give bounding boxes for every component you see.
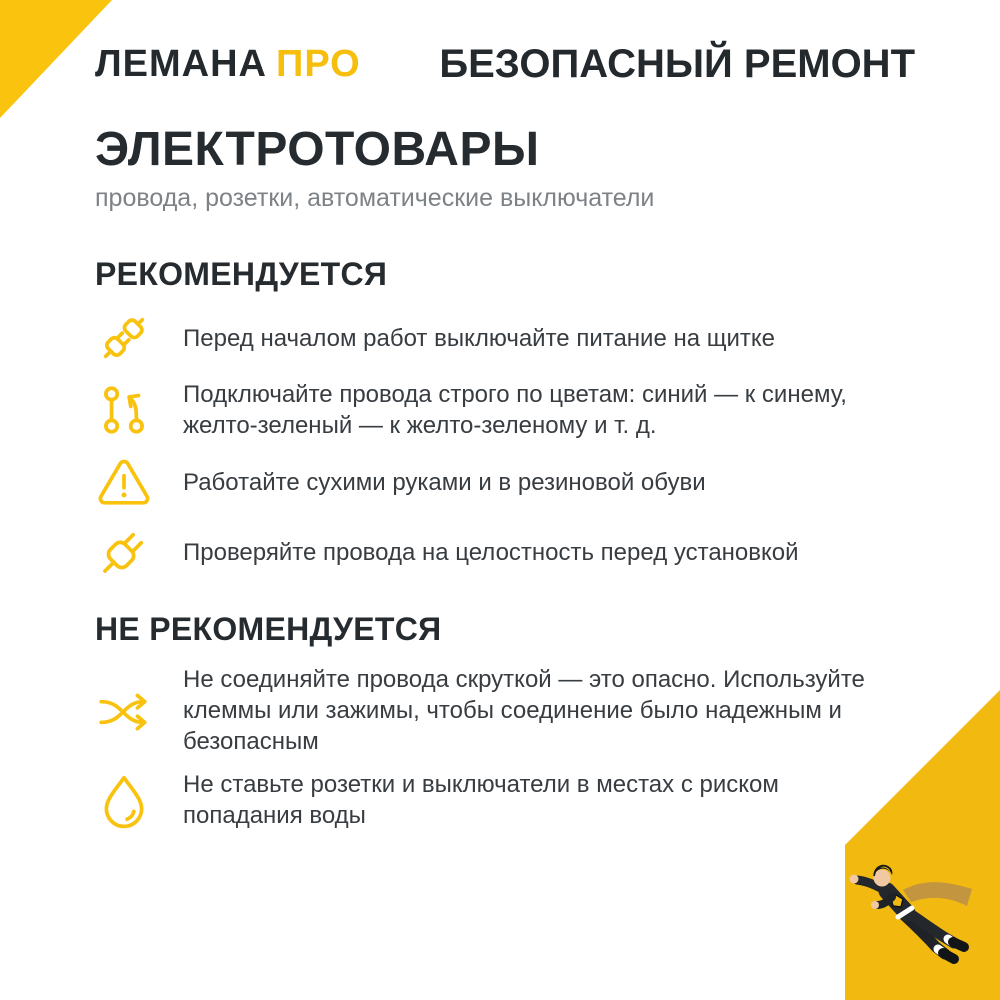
not-recommended-items xyxy=(95,664,915,831)
program-title: БЕЗОПАСНЫЙ РЕМОНТ xyxy=(439,41,915,86)
poster-content xyxy=(95,0,915,831)
page-title: ЭЛЕКТРОТОВАРЫ xyxy=(95,123,540,176)
list-item xyxy=(95,769,915,831)
warning-triangle-icon xyxy=(95,453,153,511)
matching-wires-icon xyxy=(95,381,153,439)
list-item xyxy=(95,379,915,441)
list-item xyxy=(95,664,915,757)
section-not-recommended xyxy=(95,611,915,831)
item-text: Подключайте провода строго по цветам: синий — к синему, желто-зеленый — к желто-зеленому и т. д. xyxy=(183,381,847,440)
logo-text-lemana: ЛЕМАНА xyxy=(95,42,267,85)
unplugged-connectors-icon xyxy=(95,309,153,367)
water-drop-icon xyxy=(95,771,153,829)
item-text: Работайте сухими руками и в резиновой обуви xyxy=(183,468,706,496)
recommended-items xyxy=(95,309,915,581)
item-text: Проверяйте провода на целостность перед установкой xyxy=(183,538,799,566)
logo-text-pro: ПРО xyxy=(276,42,361,85)
section-heading: НЕ РЕКОМЕНДУЕТСЯ xyxy=(95,611,442,648)
power-plug-icon xyxy=(95,523,153,581)
list-item xyxy=(95,453,915,511)
item-text: Перед началом работ выключайте питание на щитке xyxy=(183,324,775,352)
item-text: Не ставьте розетки и выключатели в местах с риском попадания воды xyxy=(183,771,779,830)
twisted-wires-shuffle-icon xyxy=(95,682,153,740)
header xyxy=(95,40,915,88)
section-recommended xyxy=(95,256,915,581)
lemana-pro-logo xyxy=(95,43,361,86)
list-item xyxy=(95,309,915,367)
item-text: Не соединяйте провода скруткой — это опасно. Используйте клеммы или зажимы, чтобы соединение было надежным и безопасным xyxy=(183,666,865,756)
list-item xyxy=(95,523,915,581)
section-heading: РЕКОМЕНДУЕТСЯ xyxy=(95,256,388,293)
page-subtitle: провода, розетки, автоматические выключатели xyxy=(95,183,655,212)
